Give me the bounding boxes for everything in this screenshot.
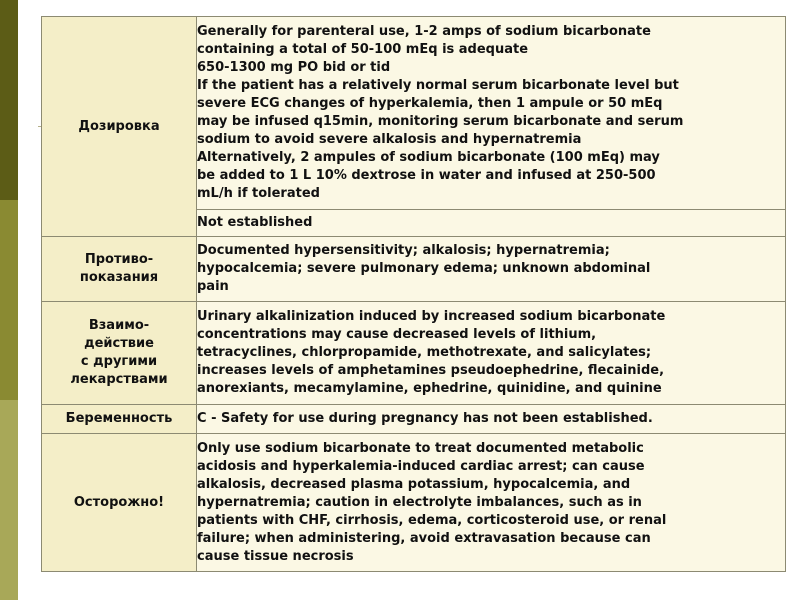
content-line: tetracyclines, chlorpropamide, methotrexate, and salicylates; bbox=[197, 345, 652, 360]
content-line: containing a total of 50-100 mEq is adequate bbox=[197, 42, 529, 57]
content-line: If the patient has a relatively normal serum bicarbonate level but bbox=[197, 78, 679, 93]
table-row-precautions bbox=[42, 434, 786, 572]
content-line: patients with CHF, cirrhosis, edema, corticosteroid use, or renal bbox=[197, 512, 667, 528]
row-label-contraindications bbox=[42, 237, 197, 302]
label-line: Осторожно! bbox=[73, 494, 165, 510]
content-line: alkalosis, decreased plasma potassium, hypocalcemia, and bbox=[197, 476, 631, 492]
content-line: concentrations may cause decreased levels of lithium, bbox=[197, 327, 597, 342]
label-line: действие bbox=[84, 336, 154, 351]
row-content-precautions bbox=[197, 434, 786, 572]
label-line: с другими bbox=[80, 354, 158, 369]
content-line: acidosis and hyperkalemia-induced cardiac arrest; can cause bbox=[197, 458, 645, 474]
content-line: severe ECG changes of hyperkalemia, then 1 ampule or 50 mEq bbox=[197, 96, 663, 111]
table-row-dosage bbox=[42, 17, 786, 210]
label-line: Беременность bbox=[65, 411, 173, 426]
content-line: cause tissue necrosis bbox=[197, 548, 354, 564]
side-bar-segment-light bbox=[0, 400, 18, 600]
content-line: Alternatively, 2 ampules of sodium bicarbonate (100 mEq) may bbox=[197, 150, 660, 165]
row-content-pregnancy bbox=[197, 405, 786, 434]
row-content-not-established bbox=[197, 210, 786, 237]
content-line: may be infused q15min, monitoring serum bicarbonate and serum bbox=[197, 114, 684, 129]
content-line: failure; when administering, avoid extravasation because can bbox=[197, 530, 651, 546]
content-line: Generally for parenteral use, 1-2 amps of sodium bicarbonate bbox=[197, 24, 651, 39]
content-line: anorexiants, mecamylamine, ephedrine, quinidine, and quinine bbox=[197, 381, 662, 396]
content-line: Not established bbox=[197, 215, 313, 230]
table-row-interactions bbox=[42, 302, 786, 405]
content-line: 650-1300 mg PO bid or tid bbox=[197, 60, 391, 75]
row-label-dosage bbox=[42, 17, 197, 237]
content-line: be added to 1 L 10% dextrose in water and infused at 250-500 bbox=[197, 168, 656, 183]
row-content-contraindications bbox=[197, 237, 786, 302]
label-line: Дозировка bbox=[78, 118, 160, 134]
row-content-dosage bbox=[197, 17, 786, 210]
content-line: Urinary alkalinization induced by increased sodium bicarbonate bbox=[197, 309, 666, 324]
row-label-precautions bbox=[42, 434, 197, 572]
table-row-pregnancy bbox=[42, 405, 786, 434]
content-line: pain bbox=[197, 279, 229, 294]
side-bar-segment-dark bbox=[0, 0, 18, 200]
row-label-pregnancy bbox=[42, 405, 197, 434]
row-label-interactions bbox=[42, 302, 197, 405]
label-line: Противо- bbox=[84, 252, 154, 267]
table-row-contraindications bbox=[42, 237, 786, 302]
content-line: hypocalcemia; severe pulmonary edema; unknown abdominal bbox=[197, 261, 651, 276]
side-accent-bar bbox=[0, 0, 18, 600]
label-line: лекарствами bbox=[70, 372, 168, 387]
content-line: Documented hypersensitivity; alkalosis; hypernatremia; bbox=[197, 243, 610, 258]
content-line: mL/h if tolerated bbox=[197, 186, 320, 201]
label-line: показания bbox=[79, 270, 159, 285]
content-line: sodium to avoid severe alkalosis and hypernatremia bbox=[197, 132, 582, 147]
content-line: Only use sodium bicarbonate to treat documented metabolic bbox=[197, 440, 644, 456]
row-content-interactions bbox=[197, 302, 786, 405]
side-bar-segment-mid bbox=[0, 200, 18, 400]
content-line: C - Safety for use during pregnancy has not been established. bbox=[197, 411, 653, 426]
content-line: increases levels of amphetamines pseudoephedrine, flecainide, bbox=[197, 363, 665, 378]
content-line: hypernatremia; caution in electrolyte imbalances, such as in bbox=[197, 494, 642, 510]
drug-info-table bbox=[41, 16, 786, 572]
label-line: Взаимо- bbox=[88, 318, 150, 333]
